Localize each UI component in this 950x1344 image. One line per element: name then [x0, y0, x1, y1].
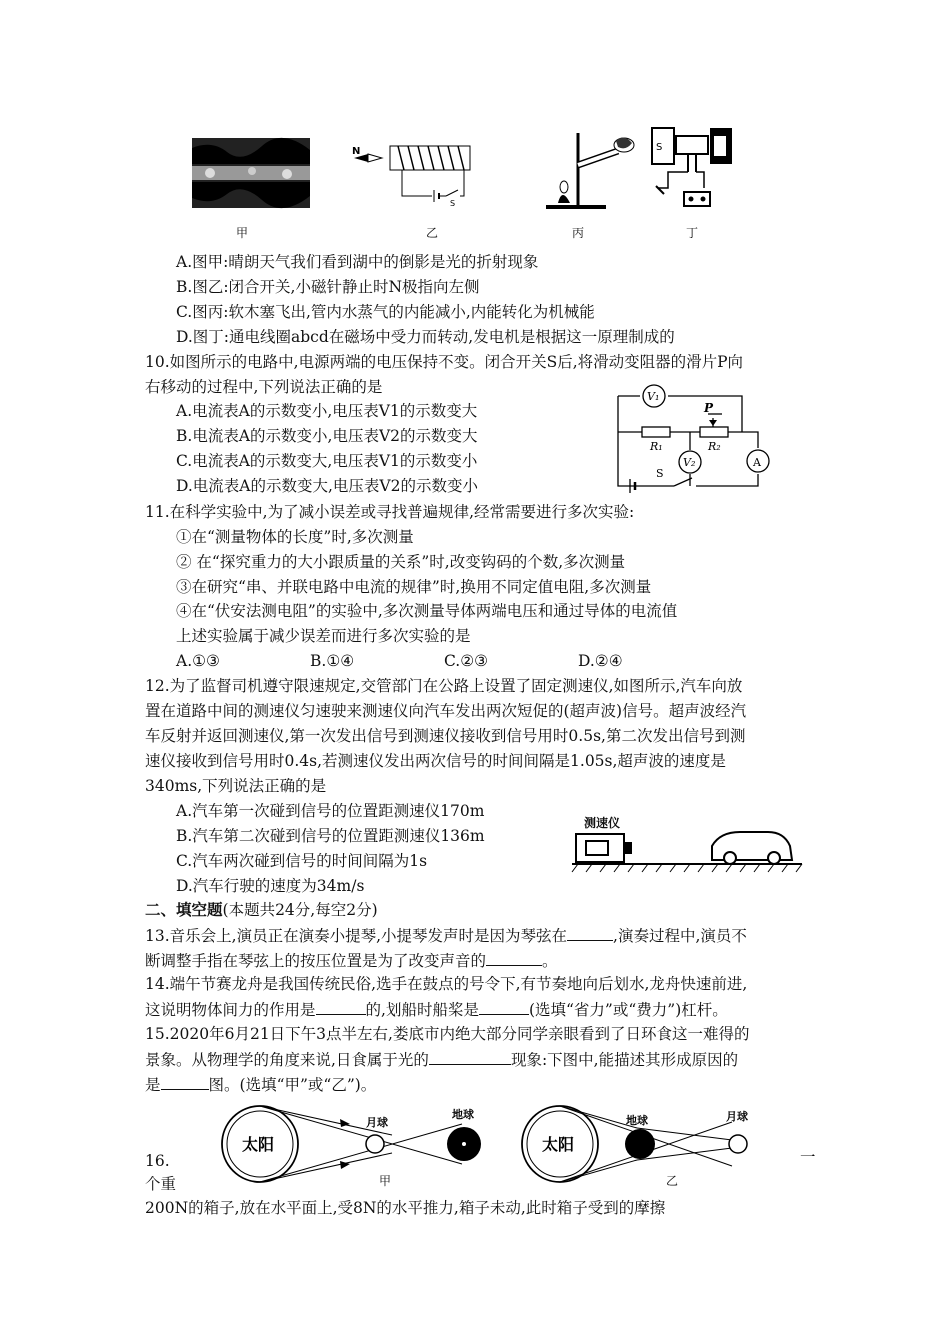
q12-option-b: B.汽车第二次碰到信号的位置距测速仪136m: [176, 827, 485, 845]
section-2-title: 二、填空题: [145, 900, 223, 919]
q10-option-c: C.电流表A的示数变大,电压表V1的示数变小: [176, 452, 478, 470]
figure-ding-motor: [648, 124, 738, 212]
section-2-heading: [145, 899, 378, 921]
circuit-s-label: S: [656, 467, 664, 480]
svg-text:S: S: [450, 199, 456, 208]
q13-line-2: [145, 949, 558, 972]
q11-item-2: ② 在“探究重力的大小跟质量的关系”时,改变钩码的个数,多次测量: [176, 553, 626, 571]
q9-option-a: A.图甲:晴朗天气我们看到湖中的倒影是光的折射现象: [176, 253, 539, 271]
q15-text-2b: 现象:下图中,能描述其形成原因的: [510, 1051, 739, 1069]
eclipse-yi-sun-label: 太阳: [542, 1135, 575, 1154]
eclipse-jia-earth-label: 地球: [452, 1108, 474, 1121]
q13-text-1b: ,演奏过程中,演员不: [613, 927, 747, 945]
q12-line-2: 置在道路中间的测速仪匀速驶来测速仪向汽车发出两次短促的(超声波)信号。超声波经汽: [145, 702, 747, 720]
figure-jia-photo: [192, 138, 310, 208]
q13-text-2a: 断调整手指在琴弦上的按压位置是为了改变声音的: [145, 952, 487, 970]
q12-option-a: A.汽车第一次碰到信号的位置距测速仪170m: [176, 802, 485, 820]
q15-text-3b: 图。(选填“甲”或“乙”)。: [208, 1076, 377, 1094]
circuit-v1-label: V₁: [647, 390, 660, 403]
eclipse-label-jia: 甲: [379, 1174, 392, 1188]
q10-option-b: B.电流表A的示数变小,电压表V2的示数变大: [176, 427, 478, 445]
q14-text-2c: (选填“省力”或“费力”)杠杆。: [528, 1001, 728, 1019]
eclipse-jia-sun-label: 太阳: [242, 1135, 275, 1154]
q12-option-c: C.汽车两次碰到信号的时间间隔为1s: [176, 852, 428, 870]
q13-line-1: [145, 924, 747, 947]
circuit-r2-label: R₂: [708, 440, 721, 453]
q15-blank-1[interactable]: [429, 1048, 511, 1065]
q12-line-3: 车反射并返回测速仪,第一次发出信号到测速仪接收到信号用时0.5s,第二次发出信号到测: [145, 727, 746, 745]
q11-item-1: ①在“测量物体的长度”时,多次测量: [176, 528, 414, 546]
q10-stem-1: 10.如图所示的电路中,电源两端的电压保持不变。闭合开关S后,将滑动变阻器的滑片P向: [145, 353, 744, 371]
q14-line-2: [145, 998, 728, 1021]
q14-blank-2[interactable]: [479, 998, 529, 1015]
q10-option-d: D.电流表A的示数变大,电压表V2的示数变小: [176, 477, 478, 495]
q15-text-3a: 是: [145, 1076, 161, 1094]
q10-circuit-diagram: [612, 382, 782, 492]
eclipse-label-yi: 乙: [666, 1174, 679, 1188]
eclipse-yi-moon-label: 月球: [726, 1110, 748, 1123]
q12-line-5: 340ms,下列说法正确的是: [145, 777, 327, 795]
q11-question: 上述实验属于减少误差而进行多次实验的是: [176, 627, 471, 645]
q9-option-b: B.图乙:闭合开关,小磁针静止时N极指向左侧: [176, 278, 480, 296]
q12-line-4: 速仪接收到信号用时0.4s,若测速仪发出两次信号的时间间隔是1.05s,超声波的速度是: [145, 752, 726, 770]
q11-item-4: ④在“伏安法测电阻”的实验中,多次测量导体两端电压和通过导体的电流值: [176, 602, 678, 620]
q11-option-a: A.①③: [176, 652, 220, 670]
q15-line-2: [145, 1048, 738, 1071]
q12-option-d: D.汽车行驶的速度为34m/s: [176, 877, 365, 895]
q15-line-1: 15.2020年6月21日下午3点半左右,娄底市内绝大部分同学亲眼看到了日环食这一难得的: [145, 1025, 750, 1043]
q16-text-1: 个重: [145, 1175, 177, 1193]
eclipse-yi-earth-label: 地球: [626, 1114, 648, 1127]
figure-label-yi: 乙: [426, 226, 439, 240]
circuit-r1-label: R₁: [650, 440, 663, 453]
q13-text-2b: 。: [542, 952, 558, 970]
q13-blank-1[interactable]: [567, 924, 613, 941]
eclipse-diagram-yi: [522, 1104, 782, 1186]
q16-line-3: 200N的箱子,放在水平面上,受8N的水平推力,箱子未动,此时箱子受到的摩擦: [145, 1199, 666, 1217]
eclipse-diagram-jia: [222, 1104, 502, 1186]
figure-bing-tube: [540, 125, 635, 210]
q14-line-1: 14.端午节赛龙舟是我国传统民俗,选手在鼓点的号令下,有节奏地向后划水,龙舟快速前进,: [145, 975, 748, 993]
q14-text-2a: 这说明物体间力的作用是: [145, 1001, 316, 1019]
q11-option-b: B.①④: [310, 652, 355, 670]
circuit-ammeter-label: A: [753, 456, 761, 469]
q12-line-1: 12.为了监督司机遵守限速规定,交管部门在公路上设置了固定测速仪,如图所示,汽车向放: [145, 677, 743, 695]
section-2-note: (本题共24分,每空2分): [222, 901, 378, 919]
figure-yi-solenoid: [350, 140, 480, 210]
q12-road-diagram: [572, 830, 807, 878]
q14-blank-1[interactable]: [316, 998, 366, 1015]
figure-label-ding: 丁: [686, 226, 699, 240]
q9-option-d: D.图丁:通电线圈abcd在磁场中受力而转动,发电机是根据这一原理制成的: [176, 328, 675, 346]
q11-stem: 11.在科学实验中,为了减小误差或寻找普遍规律,经常需要进行多次实验:: [145, 503, 635, 521]
q11-item-3: ③在研究“串、并联电路中电流的规律”时,换用不同定值电阻,多次测量: [176, 578, 652, 596]
q16-dash: 一: [800, 1148, 816, 1166]
q10-option-a: A.电流表A的示数变小,电压表V1的示数变大: [176, 402, 478, 420]
circuit-v2-label: V₂: [683, 456, 696, 469]
q14-text-2b: 的,划船时船桨是: [365, 1001, 479, 1019]
circuit-p-label: P: [704, 401, 714, 415]
q11-option-d: D.②④: [578, 652, 623, 670]
q15-text-2a: 景象。从物理学的角度来说,日食属于光的: [145, 1051, 429, 1069]
svg-text:S: S: [656, 142, 663, 153]
q13-text-1a: 13.音乐会上,演员正在演奏小提琴,小提琴发声时是因为琴弦在: [145, 927, 568, 945]
q11-option-c: C.②③: [444, 652, 489, 670]
q10-stem-2: 右移动的过程中,下列说法正确的是: [145, 378, 383, 396]
figure-label-bing: 丙: [572, 226, 585, 240]
svg-text:N: N: [352, 146, 361, 157]
q16-number: 16.: [145, 1152, 170, 1170]
eclipse-jia-moon-label: 月球: [366, 1116, 388, 1129]
q15-line-3: [145, 1073, 376, 1096]
speed-camera-label: 测速仪: [584, 816, 621, 830]
figure-label-jia: 甲: [236, 226, 249, 240]
q9-option-c: C.图丙:软木塞飞出,管内水蒸气的内能减小,内能转化为机械能: [176, 303, 595, 321]
q13-blank-2[interactable]: [486, 949, 542, 966]
q15-blank-2[interactable]: [161, 1073, 209, 1090]
